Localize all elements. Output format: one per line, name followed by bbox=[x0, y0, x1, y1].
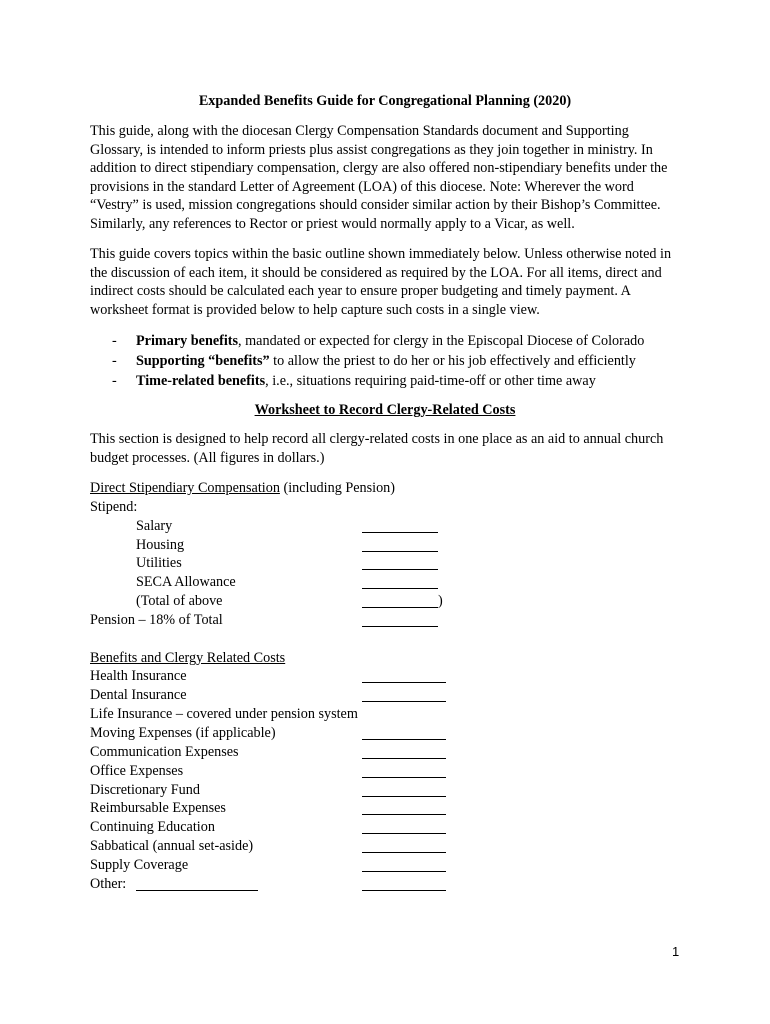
page-title: Expanded Benefits Guide for Congregational Planning (2020) bbox=[198, 93, 572, 109]
communication-expenses-label: Communication Expenses bbox=[90, 744, 239, 760]
sabbatical-label: Sabbatical (annual set-aside) bbox=[90, 838, 254, 854]
reimbursable-expenses-label: Reimbursable Expenses bbox=[90, 800, 226, 816]
total-label: (Total of above bbox=[136, 593, 223, 609]
utilities-blank-line[interactable] bbox=[362, 569, 438, 570]
bullet-dash: - bbox=[112, 333, 117, 349]
dental-insurance-label: Dental Insurance bbox=[90, 687, 187, 703]
worksheet-title: Worksheet to Record Clergy-Related Costs bbox=[254, 402, 516, 418]
utilities-label: Utilities bbox=[136, 555, 182, 571]
salary-blank-line[interactable] bbox=[362, 532, 438, 533]
bullet-bold-text: Supporting “benefits” bbox=[136, 353, 270, 369]
section-heading-suffix: (including Pension) bbox=[279, 480, 395, 496]
other-amount-blank-line[interactable] bbox=[362, 890, 446, 891]
pension-blank-line[interactable] bbox=[362, 626, 438, 627]
seca-allowance-label: SECA Allowance bbox=[136, 574, 236, 590]
page-number: 1 bbox=[672, 944, 680, 959]
housing-label: Housing bbox=[136, 537, 185, 553]
bullet-bold-text: Time-related benefits bbox=[136, 373, 266, 389]
section-heading: Direct Stipendiary Compensation bbox=[90, 480, 280, 496]
life-insurance-label: Life Insurance – covered under pension system bbox=[90, 706, 358, 722]
bullet-text: , i.e., situations requiring paid-time-off or other time away bbox=[265, 373, 596, 389]
health-insurance-blank-line[interactable] bbox=[362, 682, 446, 683]
supply-coverage-label: Supply Coverage bbox=[90, 857, 189, 873]
other-label: Other: bbox=[90, 876, 127, 892]
discretionary-fund-blank-line[interactable] bbox=[362, 796, 446, 797]
outline-paragraph: This guide covers topics within the basic outline shown immediately below. Unless otherwise noted in the discussion of each item, it should be considered as required by the LOA. For all items, direct and indirect costs should be calculated each year to ensure proper budgeting and timely payment. A worksheet format is provided below to help capture such costs in a single view. bbox=[90, 246, 672, 318]
reimbursable-expenses-blank-line[interactable] bbox=[362, 814, 446, 815]
discretionary-fund-label: Discretionary Fund bbox=[90, 782, 200, 798]
continuing-education-label: Continuing Education bbox=[90, 819, 215, 835]
supply-coverage-blank-line[interactable] bbox=[362, 871, 446, 872]
bullet-dash: - bbox=[112, 373, 117, 389]
list-item bbox=[110, 352, 690, 372]
moving-expenses-label: Moving Expenses (if applicable) bbox=[90, 725, 276, 741]
dental-insurance-blank-line[interactable] bbox=[362, 701, 446, 702]
office-expenses-label: Office Expenses bbox=[90, 763, 184, 779]
bullet-text: , mandated or expected for clergy in the Episcopal Diocese of Colorado bbox=[238, 333, 645, 349]
intro-paragraph: This guide, along with the diocesan Clergy Compensation Standards document and Supporting Glossary, is intended to inform priests plus assist congregations as they join together in ministry. In addition to direct stipendiary compensation, clergy are also offered non-stipendiary benefits under the provisions in the standard Letter of Agreement (LOA) of this diocese. Note: Wherever the word “Vestry” is used, mission congregations should consider similar action by their Bishop’s Committee. Similarly, any references to Rector or priest would normally apply to a Vicar, as well. bbox=[90, 123, 668, 232]
bullet-bold-text: Primary benefits bbox=[136, 333, 239, 349]
bullet-text: to allow the priest to do her or his job effectively and efficiently bbox=[269, 353, 636, 369]
direct-compensation-heading bbox=[90, 479, 395, 498]
sabbatical-blank-line[interactable] bbox=[362, 852, 446, 853]
health-insurance-label: Health Insurance bbox=[90, 668, 187, 684]
list-item bbox=[110, 372, 690, 392]
salary-label: Salary bbox=[136, 518, 173, 534]
bullet-dash: - bbox=[112, 353, 117, 369]
total-blank-line[interactable] bbox=[362, 607, 438, 608]
seca-allowance-blank-line[interactable] bbox=[362, 588, 438, 589]
communication-expenses-blank-line[interactable] bbox=[362, 758, 446, 759]
office-expenses-blank-line[interactable] bbox=[362, 777, 446, 778]
worksheet-intro-paragraph: This section is designed to help record all clergy-related costs in one place as an aid to annual church budget processes. (All figures in dollars.) bbox=[90, 431, 664, 466]
continuing-education-blank-line[interactable] bbox=[362, 833, 446, 834]
housing-blank-line[interactable] bbox=[362, 551, 438, 552]
pension-label: Pension – 18% of Total bbox=[90, 612, 223, 628]
benefit-outline-list bbox=[110, 332, 690, 392]
stipend-label: Stipend: bbox=[90, 499, 138, 515]
moving-expenses-blank-line[interactable] bbox=[362, 739, 446, 740]
list-item bbox=[110, 332, 690, 352]
other-description-blank-line[interactable] bbox=[136, 890, 258, 891]
benefits-heading: Benefits and Clergy Related Costs bbox=[90, 650, 286, 666]
total-close-paren: ) bbox=[438, 593, 443, 609]
